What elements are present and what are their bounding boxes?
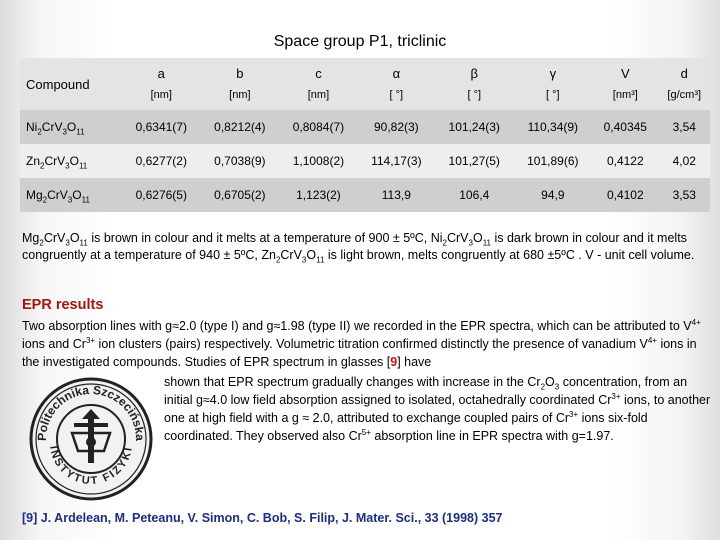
table-row bbox=[20, 144, 710, 178]
cell-beta: 101,27(5) bbox=[435, 144, 514, 178]
slide-title: Space group P1, triclinic bbox=[273, 33, 447, 50]
cell-volume: 0,40345 bbox=[592, 110, 658, 144]
epr-paragraph-wrap: shown that EPR spectrum gradually changes with increase in the $Cr_2O_3$ concentration, from an initial g≈4.0 low field absorption assigned to isolated, octahedrally coordinated $Cr^{3+}$ ions, to another one at high field with a g ≈ 2.0, attributed to exchange coupled pairs of $Cr^{3+}$ ions six-fold coordinated. They observed also $Cr^{5+}$ absorption line in EPR spectra with g=1.97. bbox=[164, 375, 711, 443]
cell-beta: 106,4 bbox=[435, 178, 514, 212]
epr-heading: EPR results bbox=[22, 297, 104, 313]
cell-volume: 0,4102 bbox=[592, 178, 658, 212]
table-header-row bbox=[20, 58, 710, 110]
cell-b: 0,7038(9) bbox=[201, 144, 280, 178]
cell-c: 1,123(2) bbox=[279, 178, 358, 212]
cell-c: 0,8084(7) bbox=[279, 110, 358, 144]
cell-beta: 101,24(3) bbox=[435, 110, 514, 144]
header-a: a [nm] bbox=[122, 58, 201, 110]
svg-text:INSTYTUT FIZYKI: INSTYTUT FIZYKI bbox=[47, 445, 135, 488]
cell-gamma: 110,34(9) bbox=[514, 110, 593, 144]
cell-a: 0,6277(2) bbox=[122, 144, 201, 178]
citation-link[interactable]: 9 bbox=[390, 355, 398, 369]
cell-b: 0,8212(4) bbox=[201, 110, 280, 144]
header-beta: β [ °] bbox=[435, 58, 514, 110]
compound-cell: $Mg_2CrV_3O_{11}$ bbox=[20, 178, 122, 212]
cell-gamma: 94,9 bbox=[514, 178, 593, 212]
table-row bbox=[20, 110, 710, 144]
cell-alpha: 113,9 bbox=[358, 178, 435, 212]
header-alpha: α [ °] bbox=[358, 58, 435, 110]
svg-text:Politechnika Szczecińska: Politechnika Szczecińska bbox=[34, 382, 148, 442]
compound-cell: $Ni_2CrV_3O_{11}$ bbox=[20, 110, 122, 144]
university-seal bbox=[20, 373, 162, 503]
cell-density: 3,53 bbox=[658, 178, 710, 212]
lattice-parameters-table bbox=[20, 58, 710, 212]
reference-citation: [9] J. Ardelean, M. Peteanu, V. Simon, C. Bob, S. Filip, J. Mater. Sci., 33 (1998) 357 bbox=[22, 511, 503, 525]
cell-alpha: 114,17(3) bbox=[358, 144, 435, 178]
header-gamma: γ [ °] bbox=[514, 58, 593, 110]
cell-c: 1,1008(2) bbox=[279, 144, 358, 178]
cell-a: 0,6276(5) bbox=[122, 178, 201, 212]
epr-paragraph-top: Two absorption lines with g≈2.0 (type I) and g≈1.98 (type II) we recorded in the EPR spectra, which can be attributed to $V^{4+}$ ions and $Cr^{3+}$ ion clusters (pairs) respectively. Volumetric titration confirmed distinctly the presence of vanadium $V^{4+}$ ions in the investigated compounds. Studies of EPR spectrum in glasses [9] have bbox=[22, 317, 701, 369]
cell-alpha: 90,82(3) bbox=[358, 110, 435, 144]
header-b: b [nm] bbox=[201, 58, 280, 110]
header-compound: Compound bbox=[20, 58, 122, 110]
header-volume: V [nm³] bbox=[592, 58, 658, 110]
table-row bbox=[20, 178, 710, 212]
cell-gamma: 101,89(6) bbox=[514, 144, 593, 178]
cell-density: 4,02 bbox=[658, 144, 710, 178]
header-c: c [nm] bbox=[279, 58, 358, 110]
compound-cell: $Zn_2CrV_3O_{11}$ bbox=[20, 144, 122, 178]
cell-b: 0,6705(2) bbox=[201, 178, 280, 212]
header-density: d [g/cm³] bbox=[658, 58, 710, 110]
cell-density: 3,54 bbox=[658, 110, 710, 144]
cell-volume: 0,4122 bbox=[592, 144, 658, 178]
compound-description: $Mg_2CrV_3O_{11}$ is brown in colour and it melts at a temperature of 900 ± 5ºC, $Ni_2CrV_3O_{11}$ is dark brown in colour and it melts congruently at a temperature of 940 ± 5ºC, $Zn_2CrV_3O_{11}$ is light brown, melts congruently at 680 ±5ºC . V - unit cell volume. bbox=[22, 231, 695, 264]
cell-a: 0,6341(7) bbox=[122, 110, 201, 144]
